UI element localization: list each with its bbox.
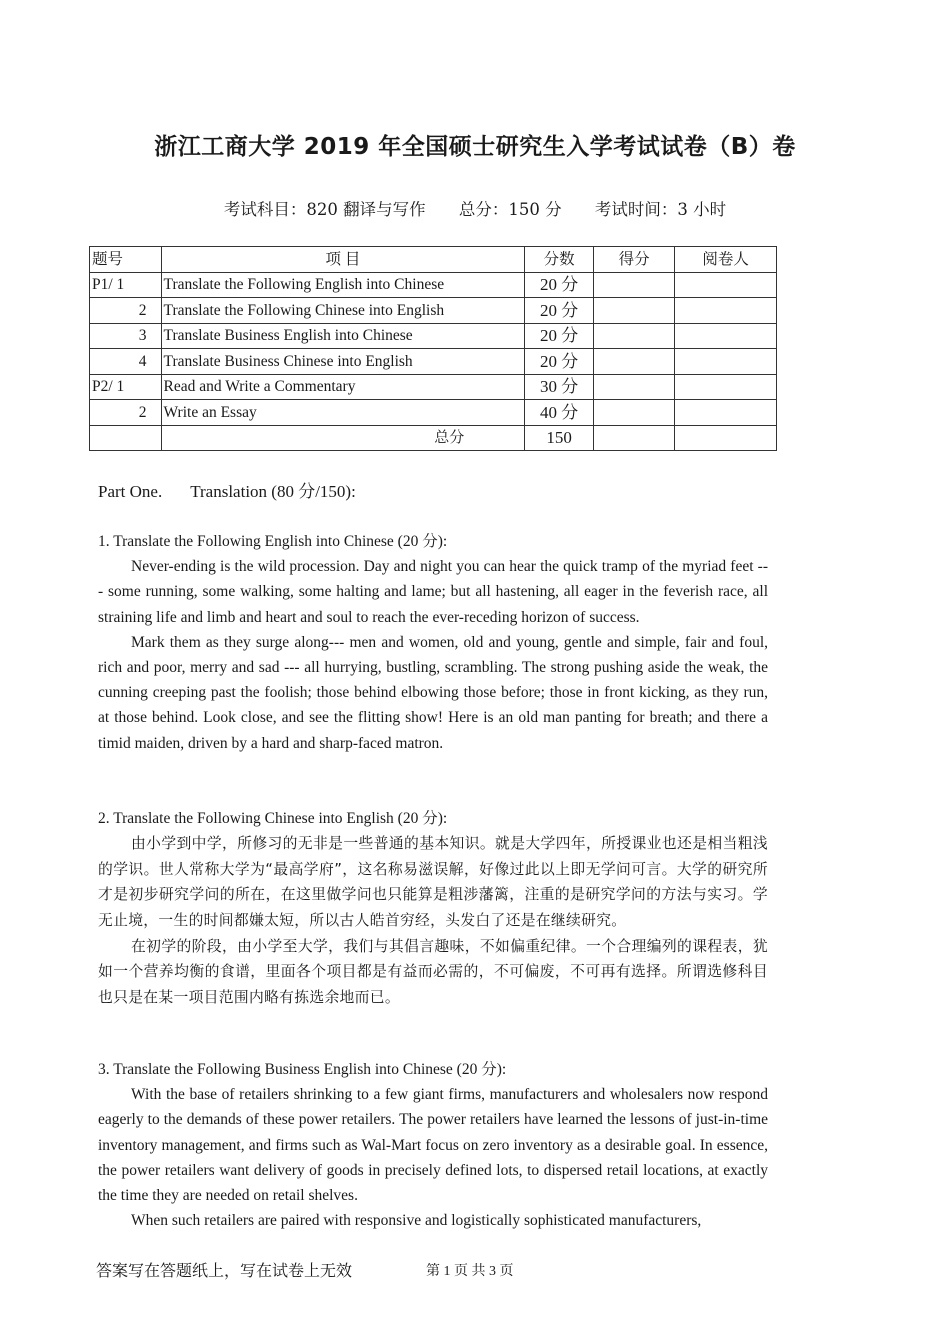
table-row xyxy=(90,349,777,375)
question-3-paragraph: When such retailers are paired with responsive and logistically sophisticated manufacturers, xyxy=(131,1212,702,1230)
header-cell-score: 分数 xyxy=(525,247,594,273)
total-empty-cell xyxy=(90,425,162,451)
row-earned-cell xyxy=(594,323,675,349)
row-item: Write an Essay xyxy=(161,400,525,426)
exam-duration: 考试时间：3 小时 xyxy=(594,200,727,219)
row-score: 20 分 xyxy=(525,323,594,349)
exam-subject: 考试科目：820 翻译与写作 xyxy=(223,200,426,219)
row-grader-cell xyxy=(675,374,777,400)
total-grader-cell xyxy=(675,425,777,451)
row-earned-cell xyxy=(594,349,675,375)
question-2 xyxy=(98,806,768,1010)
part-one-title: Translation (80 分/150): xyxy=(190,482,356,501)
question-3-heading: 3. Translate the Following Business English into Chinese (20 分): xyxy=(98,1061,507,1078)
table-row xyxy=(90,323,777,349)
question-1-paragraph: Never-ending is the wild procession. Day and night you can hear the quick tramp of the myriad feet --- some running, some walking, some halting and lame; but all hastening, all eager in the feverish race, all straining life and limb and heart and soul to reach the ever-receding horizon of success. xyxy=(98,558,768,626)
row-grader-cell xyxy=(675,400,777,426)
answer-note: 答案写在答题纸上，写在试卷上无效 xyxy=(96,1261,353,1280)
row-number: 2 xyxy=(90,400,162,426)
row-score: 20 分 xyxy=(525,272,594,298)
row-earned-cell xyxy=(594,374,675,400)
question-1-heading: 1. Translate the Following English into Chinese (20 分): xyxy=(98,533,448,550)
table-row xyxy=(90,298,777,324)
question-2-heading: 2. Translate the Following Chinese into English (20 分): xyxy=(98,810,448,827)
row-score: 30 分 xyxy=(525,374,594,400)
row-item: Translate the Following Chinese into English xyxy=(161,298,525,324)
row-grader-cell xyxy=(675,349,777,375)
header-cell-item: 项 目 xyxy=(161,247,525,273)
row-number: 4 xyxy=(90,349,162,375)
table-total-row xyxy=(90,425,777,451)
row-grader-cell xyxy=(675,298,777,324)
page-footer xyxy=(96,1258,514,1281)
question-1-paragraph: Mark them as they surge along--- men and women, old and young, gentle and simple, fair and foul, rich and poor, merry and sad --- all hurrying, bustling, scrambling. The strong pushing aside the weak, the cunning creeping past the foolish; those behind elbowing those before; those in front kicking, as they run, at those behind. Look close, and see the flitting show! Here is an old man panting for breath; and there a timid maiden, driven by a hard and sharp-faced matron. xyxy=(98,633,768,752)
table-row xyxy=(90,374,777,400)
score-table xyxy=(89,246,777,451)
part-one-label: Part One. xyxy=(98,482,163,501)
table-header-row xyxy=(90,247,777,273)
total-label: 总分 xyxy=(161,425,525,451)
question-2-paragraph: 由小学到中学，所修习的无非是一些普通的基本知识。就是大学四年，所授课业也还是相当粗浅的学识。世人常称大学为“最高学府”，这名称易滋误解，好像过此以上即无学问可言。大学的研究所才是初步研究学问的所在，在这里做学问也只能算是粗涉藩篱，注重的是研究学问的方法与实习。学无止境，一生的时间都嫌太短，所以古人皓首穷经，头发白了还是在继续研究。 xyxy=(98,835,768,929)
question-2-paragraph: 在初学的阶段，由小学至大学，我们与其倡言趣味，不如偏重纪律。一个合理编列的课程表，犹如一个营养均衡的食谱，里面各个项目都是有益而必需的，不可偏废，不可再有选择。所谓选修科目也只是在某一项目范围内略有拣选余地而已。 xyxy=(98,937,768,1006)
row-number: 3 xyxy=(90,323,162,349)
total-value: 150 xyxy=(525,425,594,451)
table-row xyxy=(90,272,777,298)
question-3 xyxy=(98,1057,768,1233)
header-cell-grader: 阅卷人 xyxy=(675,247,777,273)
row-earned-cell xyxy=(594,272,675,298)
row-number: P1/ 1 xyxy=(90,272,162,298)
table-row xyxy=(90,400,777,426)
row-grader-cell xyxy=(675,323,777,349)
row-item: Translate Business Chinese into English xyxy=(161,349,525,375)
exam-total-score: 总分：150 分 xyxy=(458,200,562,219)
header-cell-no: 题号 xyxy=(90,247,162,273)
header-cell-earned: 得分 xyxy=(594,247,675,273)
row-score: 40 分 xyxy=(525,400,594,426)
exam-meta xyxy=(0,196,950,220)
row-number: P2/ 1 xyxy=(90,374,162,400)
row-number: 2 xyxy=(90,298,162,324)
page-number: 第 1 页 共 3 页 xyxy=(426,1264,514,1279)
row-earned-cell xyxy=(594,400,675,426)
row-earned-cell xyxy=(594,298,675,324)
question-3-paragraph: With the base of retailers shrinking to a few giant firms, manufacturers and wholesalers now respond eagerly to the demands of these power retailers. The power retailers have learned the lessons of just-in-time inventory management, and firms such as Wal-Mart focus on zero inventory as a desirable goal. In essence, the power retailers want delivery of goods in precisely defined lots, to dispersed retail locations, at exactly the time they are needed on retail shelves. xyxy=(98,1086,768,1205)
row-grader-cell xyxy=(675,272,777,298)
part-one-heading xyxy=(98,479,768,504)
row-item: Read and Write a Commentary xyxy=(161,374,525,400)
row-score: 20 分 xyxy=(525,298,594,324)
exam-title: 浙江工商大学 2019 年全国硕士研究生入学考试试卷（B）卷 xyxy=(154,134,796,160)
total-earned-cell xyxy=(594,425,675,451)
row-item: Translate the Following English into Chinese xyxy=(161,272,525,298)
row-item: Translate Business English into Chinese xyxy=(161,323,525,349)
row-score: 20 分 xyxy=(525,349,594,375)
question-1 xyxy=(98,529,768,756)
